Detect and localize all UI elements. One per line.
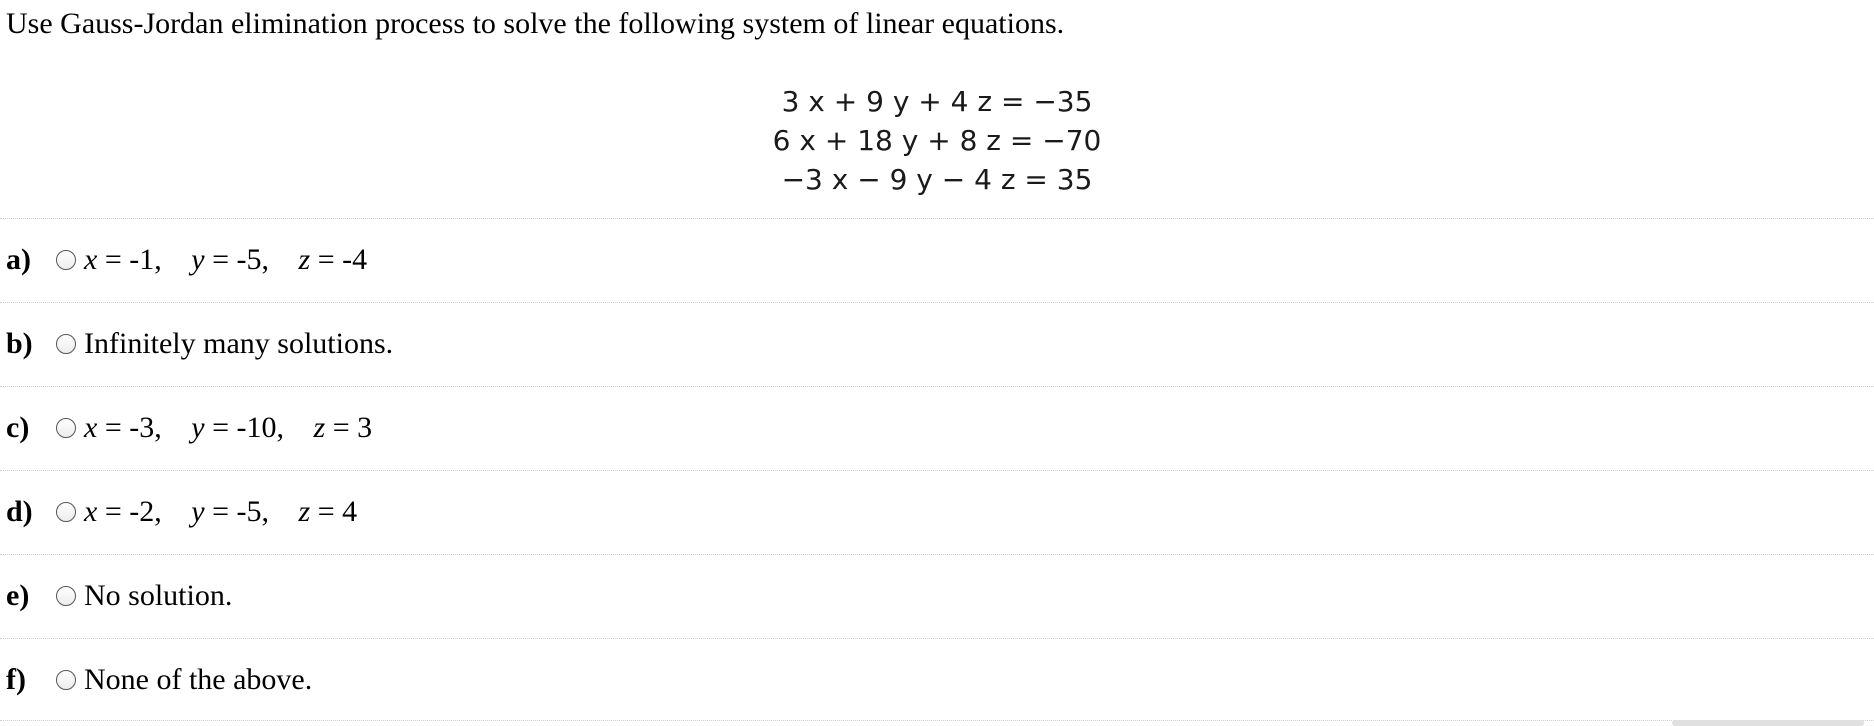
- choice-answer: None of the above.: [84, 663, 313, 696]
- divider: [0, 386, 1874, 387]
- horizontal-scrollbar[interactable]: [1672, 720, 1864, 726]
- divider: [0, 218, 1874, 219]
- divider: [0, 554, 1874, 555]
- radio-button[interactable]: [56, 586, 76, 606]
- choice-d[interactable]: [6, 490, 357, 534]
- divider: [0, 638, 1874, 639]
- choice-answer: x = -2, y = -5, z = 4: [84, 495, 358, 528]
- equation-system: [0, 82, 1874, 199]
- choice-e[interactable]: [6, 574, 232, 618]
- equation-3: −3 x − 9 y − 4 z = 35: [781, 163, 1093, 196]
- equation-1: 3 x + 9 y + 4 z = −35: [781, 85, 1093, 118]
- radio-button[interactable]: [56, 670, 76, 690]
- radio-button[interactable]: [56, 418, 76, 438]
- choice-letter: d): [6, 495, 33, 528]
- choice-a[interactable]: [6, 238, 367, 282]
- choice-letter: b): [6, 327, 33, 360]
- question-prompt: Use Gauss-Jordan elimination process to solve the following system of linear equations.: [6, 7, 1065, 40]
- choice-answer: x = -1, y = -5, z = -4: [84, 243, 368, 276]
- divider: [0, 302, 1874, 303]
- choice-letter: c): [6, 411, 30, 444]
- choice-letter: e): [6, 579, 30, 612]
- choice-letter: f): [6, 663, 26, 696]
- choice-b[interactable]: [6, 322, 393, 366]
- divider: [0, 470, 1874, 471]
- choice-answer: No solution.: [84, 579, 233, 612]
- radio-button[interactable]: [56, 250, 76, 270]
- choice-f[interactable]: [6, 658, 312, 702]
- choice-letter: a): [6, 243, 31, 276]
- choice-answer: x = -3, y = -10, z = 3: [84, 411, 373, 444]
- equation-2: 6 x + 18 y + 8 z = −70: [772, 124, 1102, 157]
- choice-c[interactable]: [6, 406, 372, 450]
- radio-button[interactable]: [56, 502, 76, 522]
- divider: [0, 720, 1874, 721]
- choice-answer: Infinitely many solutions.: [84, 327, 394, 360]
- radio-button[interactable]: [56, 334, 76, 354]
